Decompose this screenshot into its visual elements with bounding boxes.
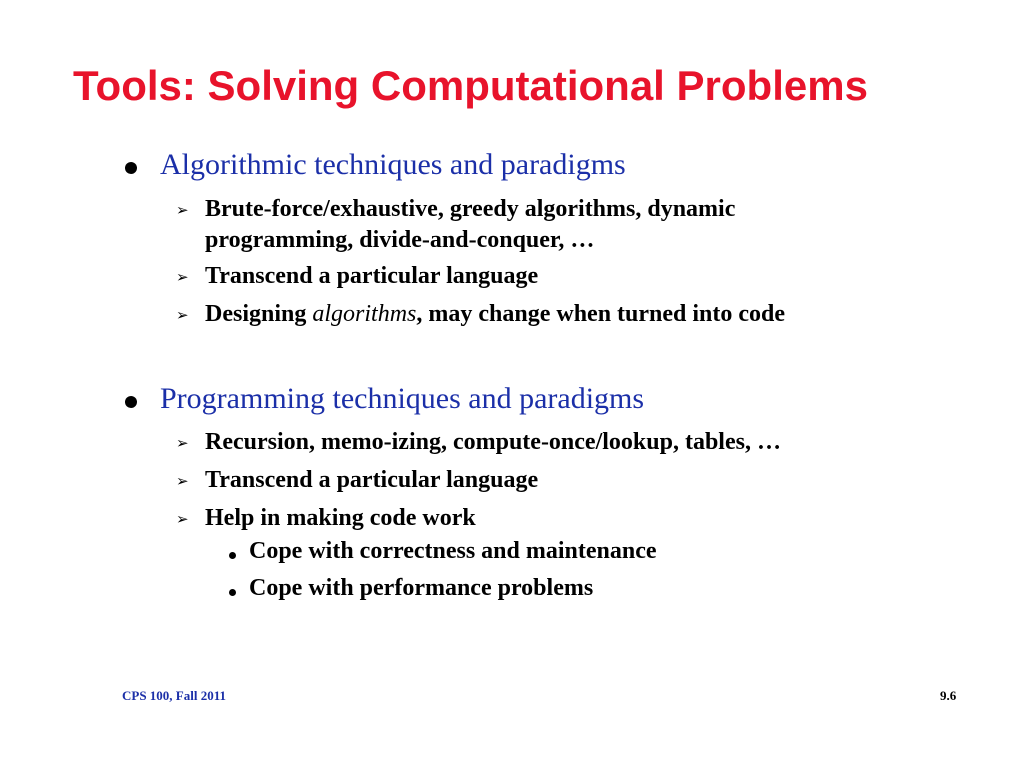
list-item: Recursion, memo-izing, compute-once/lookup, tables, … xyxy=(205,429,781,455)
section-heading-algorithmic: Algorithmic techniques and paradigms xyxy=(160,148,626,181)
arrow-bullet-icon: ➢ xyxy=(176,472,189,490)
arrow-bullet-icon: ➢ xyxy=(176,306,189,324)
arrow-bullet-icon: ➢ xyxy=(176,510,189,528)
list-item: Transcend a particular language xyxy=(205,467,539,493)
sub-list-item: Cope with correctness and maintenance xyxy=(249,538,657,564)
arrow-bullet-icon: ➢ xyxy=(176,434,189,452)
sub-list-item: Cope with performance problems xyxy=(249,575,594,601)
sub-bullet-dot xyxy=(229,589,236,596)
bullet-dot xyxy=(125,396,137,408)
list-item: Transcend a particular language xyxy=(205,263,539,289)
list-item xyxy=(205,299,785,329)
list-item: Help in making code work xyxy=(205,505,476,531)
list-item-line: programming, divide-and-conquer, … xyxy=(205,227,595,253)
arrow-bullet-icon: ➢ xyxy=(176,268,189,286)
sub-bullet-dot xyxy=(229,552,236,559)
list-item-text: Designing xyxy=(205,301,313,327)
footer-course: CPS 100, Fall 2011 xyxy=(122,688,227,703)
footer-page-number: 9.6 xyxy=(940,688,957,703)
section-heading-programming: Programming techniques and paradigms xyxy=(160,382,645,415)
slide-title: Tools: Solving Computational Problems xyxy=(73,62,868,109)
list-item-line: Brute-force/exhaustive, greedy algorithms, dynamic xyxy=(205,196,736,222)
bullet-dot xyxy=(125,162,137,174)
list-item-text: , may change when turned into code xyxy=(416,301,786,327)
emphasis-text: algorithms xyxy=(312,301,417,327)
arrow-bullet-icon: ➢ xyxy=(176,201,189,219)
